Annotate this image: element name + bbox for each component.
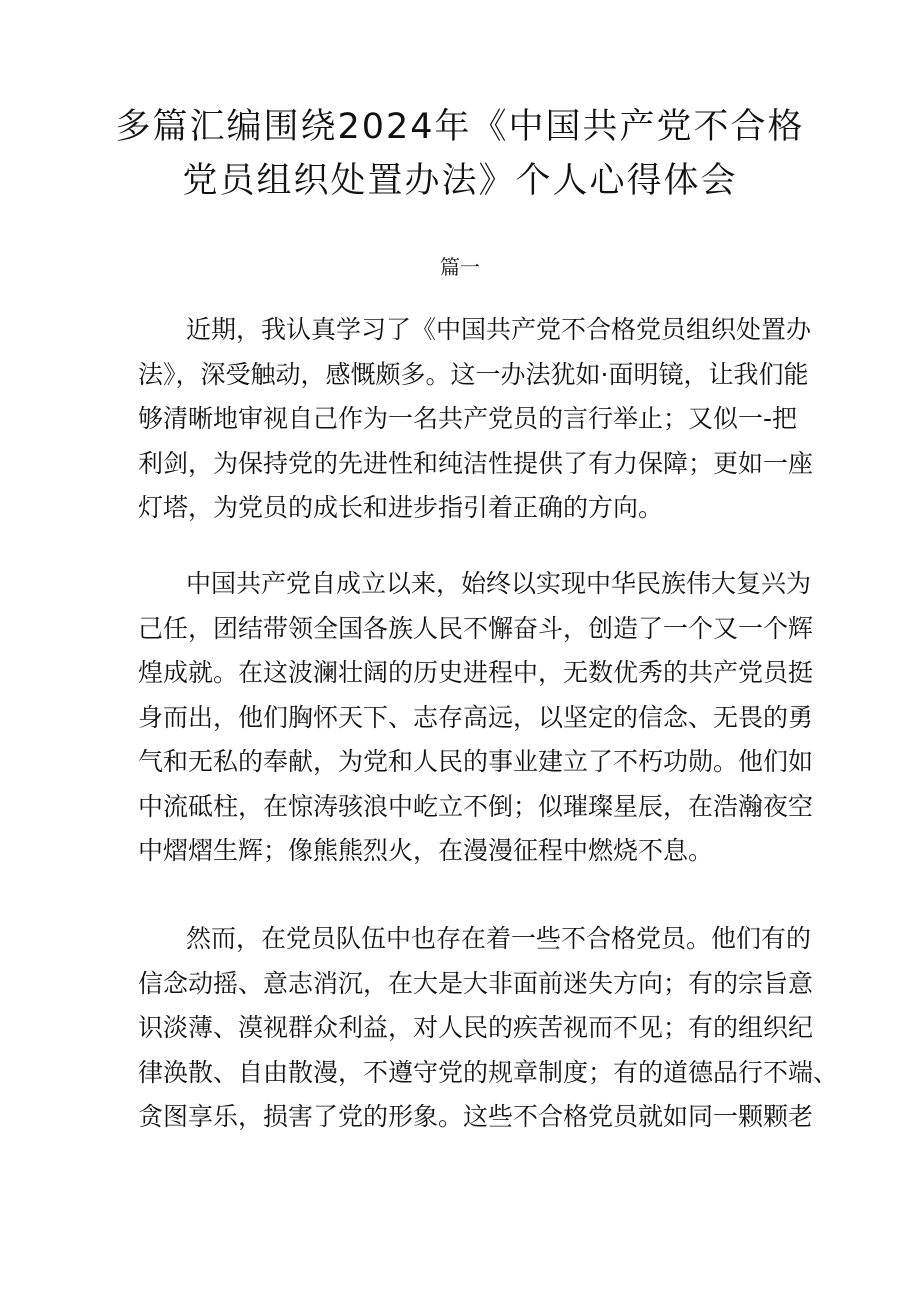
paragraph-line: 识淡薄、漠视群众利益，对人民的疾苦视而不见；有的组织纪	[138, 1013, 814, 1042]
paragraph-line: 煌成就。在这波澜壮阔的历史进程中，无数优秀的共产党员挺	[138, 658, 814, 687]
paragraph-3	[138, 917, 839, 1140]
paragraph-line: 中流砥柱，在惊涛骇浪中屹立不倒；似璀璨星辰，在浩瀚夜空	[138, 791, 814, 821]
paragraph-1	[138, 308, 814, 531]
paragraph-line: 律涣散、自由散漫，不遵守党的规章制度；有的道德品行不端、	[138, 1057, 839, 1087]
paragraph-line: 信念动摇、意志消沉，在大是大非面前迷失方向；有的宗旨意	[138, 968, 814, 998]
paragraph-line: 灯塔，为党员的成长和进步指引着正确的方向。	[138, 493, 664, 522]
title-line: 党员组织处置办法》个人心得体会	[182, 161, 738, 201]
paragraph-2	[138, 562, 814, 874]
section-label: 篇一	[440, 255, 480, 279]
paragraph-line: 气和无私的奉献，为党和人民的事业建立了不朽功勋。他们如	[138, 747, 814, 776]
paragraph-line: 中熠熠生辉；像熊熊烈火，在漫漫征程中燃烧不息。	[138, 836, 714, 865]
paragraph-line: 然而，在党员队伍中也存在着一些不合格党员。他们有的	[186, 924, 812, 953]
paragraph-line: 够清晰地审视自己作为一名共产党员的言行举止；又似一-把	[138, 404, 798, 433]
paragraph-line: 中国共产党自成立以来，始终以实现中华民族伟大复兴为	[186, 569, 812, 598]
paragraph-line: 己任，团结带领全国各族人民不懈奋斗，创造了一个又一个辉	[138, 613, 814, 643]
document-title	[110, 100, 810, 208]
paragraph-line: 近期，我认真学习了《中国共产党不合格党员组织处置办	[186, 315, 812, 344]
paragraph-line: 贪图享乐，损害了党的形象。这些不合格党员就如同一颗颗老	[138, 1102, 814, 1131]
paragraph-line: 利剑，为保持党的先进性和纯洁性提供了有力保障；更如一座	[138, 448, 814, 478]
paragraph-line: 法》，深受触动，感慨颇多。这一办法犹如·面明镜，让我们能	[138, 359, 809, 389]
paragraph-line: 身而出，他们胸怀天下、志存高远，以坚定的信念、无畏的勇	[138, 702, 814, 732]
title-line: 多篇汇编围绕2024年《中国共产党不合格	[115, 107, 805, 147]
